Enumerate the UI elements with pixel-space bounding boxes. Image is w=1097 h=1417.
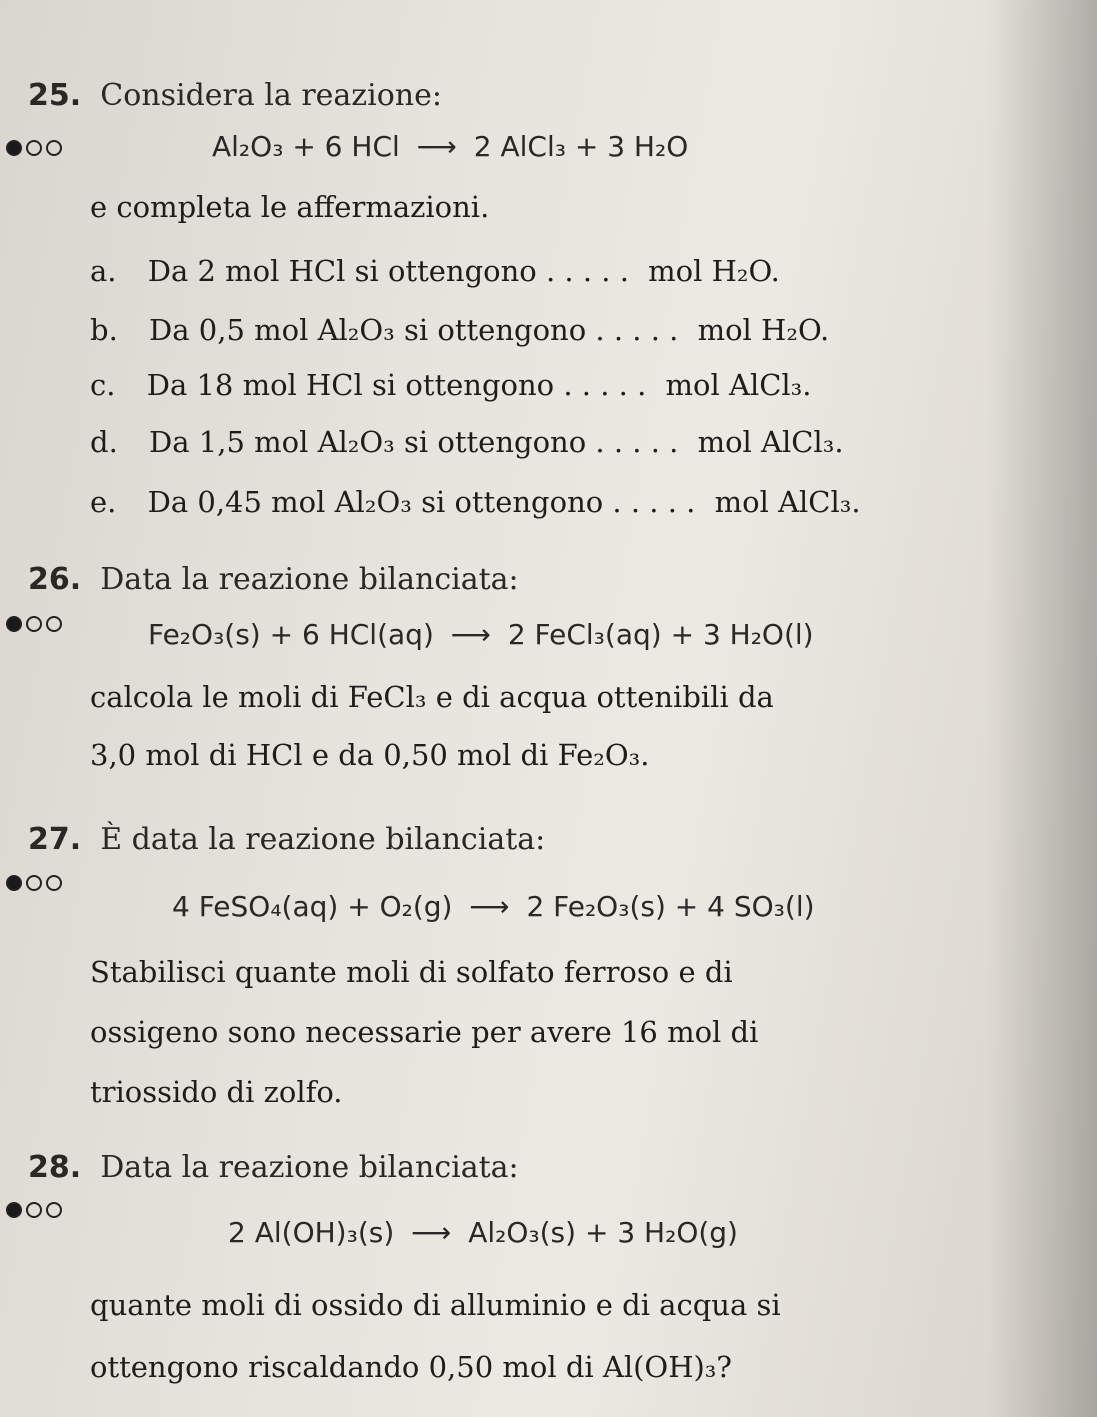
item-label: e. [90,485,117,519]
difficulty-dot-empty [46,140,62,156]
exercise-number: 28. [28,1150,82,1185]
equation-products: 2 FeCl₃(aq) + 3 H₂O(l) [507,618,814,651]
item-unit: mol H₂O. [697,313,830,347]
difficulty-dot-empty [26,1202,42,1218]
exercise-title: Considera la reazione: [100,78,442,113]
page-edge-shadow [987,0,1097,1417]
exercise-intro: e completa le affermazioni. [90,190,490,224]
difficulty-dot-empty [26,875,42,891]
equation-reactants: 2 Al(OH)₃(s) [228,1216,395,1249]
difficulty-indicator [6,1202,62,1218]
exercise-title: Data la reazione bilanciata: [100,562,519,597]
reaction-equation [148,618,814,651]
exercise-number: 25. [28,78,82,113]
reaction-equation [172,890,815,923]
list-item [90,485,861,519]
exercise-text-line: Stabilisci quante moli di solfato ferroso e di [90,955,733,989]
item-unit: mol AlCl₃. [714,485,861,519]
equation-reactants: 4 FeSO₄(aq) + O₂(g) [172,890,453,923]
equation-products: Al₂O₃(s) + 3 H₂O(g) [468,1216,738,1249]
difficulty-dot-empty [46,616,62,632]
reaction-equation [228,1216,738,1249]
difficulty-dot-filled [6,616,22,632]
difficulty-dot-filled [6,875,22,891]
item-text: Da 2 mol HCl si ottengono . . . . . [147,254,629,288]
list-item [90,425,844,459]
item-text: Da 0,45 mol Al₂O₃ si ottengono . . . . . [147,485,696,519]
exercise-text-line: 3,0 mol di HCl e da 0,50 mol di Fe₂O₃. [90,738,650,772]
equation-reactants: Al₂O₃ + 6 HCl [212,130,400,163]
exercise-text-line: calcola le moli di FeCl₃ e di acqua ottenibili da [90,680,774,714]
exercise-number: 26. [28,562,82,597]
item-text: Da 0,5 mol Al₂O₃ si ottengono . . . . . [149,313,679,347]
exercise-title: È data la reazione bilanciata: [100,822,546,857]
list-item [90,313,829,347]
difficulty-indicator [6,875,62,891]
item-text: Da 18 mol HCl si ottengono . . . . . [146,368,647,402]
exercise-text-line: quante moli di ossido di alluminio e di acqua si [90,1288,781,1322]
reaction-equation [212,130,688,163]
exercise-title: Data la reazione bilanciata: [100,1150,519,1185]
difficulty-dot-filled [6,140,22,156]
item-label: a. [90,254,117,288]
difficulty-indicator [6,616,62,632]
exercise-text-line: ottengono riscaldando 0,50 mol di Al(OH)₃? [90,1350,732,1384]
list-item [90,254,780,288]
reaction-arrow-icon: ⟶ [450,618,491,651]
item-unit: mol AlCl₃. [665,368,812,402]
equation-products: 2 AlCl₃ + 3 H₂O [473,130,689,163]
difficulty-dot-filled [6,1202,22,1218]
item-unit: mol H₂O. [648,254,780,288]
reaction-arrow-icon: ⟶ [469,890,510,923]
equation-products: 2 Fe₂O₃(s) + 4 SO₃(l) [526,890,815,923]
difficulty-dot-empty [26,140,42,156]
difficulty-dot-empty [46,1202,62,1218]
difficulty-dot-empty [26,616,42,632]
exercise-text-line: triossido di zolfo. [90,1075,343,1109]
difficulty-dot-empty [46,875,62,891]
item-text: Da 1,5 mol Al₂O₃ si ottengono . . . . . [149,425,679,459]
item-label: d. [90,425,118,459]
exercise-number: 27. [28,822,82,857]
difficulty-indicator [6,140,62,156]
item-unit: mol AlCl₃. [697,425,844,459]
equation-reactants: Fe₂O₃(s) + 6 HCl(aq) [148,618,434,651]
reaction-arrow-icon: ⟶ [411,1216,452,1249]
item-label: b. [90,313,118,347]
exercise-text-line: ossigeno sono necessarie per avere 16 mol di [90,1015,759,1049]
item-label: c. [90,368,116,402]
reaction-arrow-icon: ⟶ [416,130,457,163]
list-item [90,368,812,402]
